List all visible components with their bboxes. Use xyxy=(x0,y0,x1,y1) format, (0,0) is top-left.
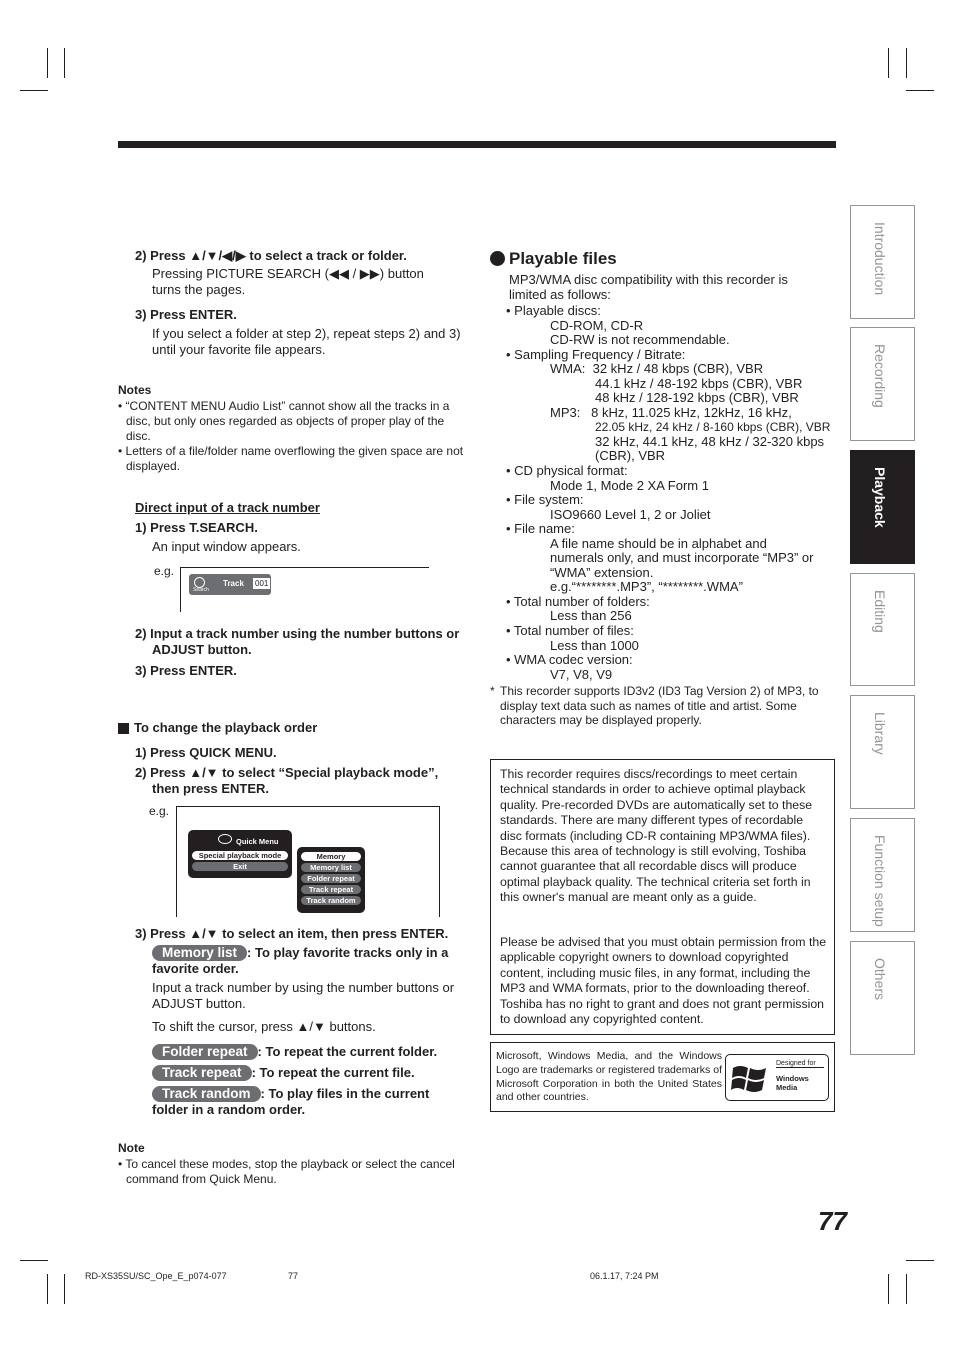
tab-introduction[interactable]: Introduction xyxy=(850,205,915,319)
spec-line: WMA: 32 kHz / 48 kbps (CBR), VBR xyxy=(550,361,764,377)
crop-mark xyxy=(906,1274,907,1304)
step-2: 2) Press ▲/▼/◀/▶ to select a track or folder. xyxy=(135,248,407,263)
notice-box xyxy=(490,759,835,1035)
tab-library[interactable]: Library xyxy=(850,695,915,809)
order-step-1: 1) Press QUICK MENU. xyxy=(135,745,277,760)
track-repeat-desc: : To repeat the current file. xyxy=(251,1065,415,1080)
track-value: 001 xyxy=(255,579,269,588)
spec-line: • Total number of folders: xyxy=(506,593,650,609)
track-repeat-label: Track repeat xyxy=(152,1065,252,1081)
spec-line: ISO9660 Level 1, 2 or Joliet xyxy=(550,506,711,522)
spec-line: • Playable discs: xyxy=(506,303,601,318)
crop-mark xyxy=(20,1260,48,1261)
windows-flag-icon xyxy=(731,1062,771,1095)
search-caption: Search xyxy=(193,587,209,593)
tab-function-setup[interactable]: Function setup xyxy=(850,818,915,932)
logo-windows: Windows xyxy=(776,1074,809,1083)
spec-line: 48 kHz / 128-192 kbps (CBR), VBR xyxy=(595,390,799,406)
direct-input-title: Direct input of a track number xyxy=(135,500,320,515)
crop-mark xyxy=(906,48,907,78)
crop-mark xyxy=(906,1260,934,1261)
spec-line: 22.05 kHz, 24 kHz / 8-160 kbps (CBR), VBR xyxy=(595,420,831,435)
spec-line: “WMA” extension. xyxy=(550,564,654,580)
submenu-item[interactable]: Track random xyxy=(301,896,361,905)
submenu-item[interactable]: Folder repeat xyxy=(301,874,361,883)
footer-file: RD-XS35SU/SC_Ope_E_p074-077 xyxy=(85,1271,227,1281)
spec-line: • File system: xyxy=(506,492,584,508)
crop-mark xyxy=(20,90,48,91)
spec-line: numerals only, and must incorporate “MP3” or xyxy=(550,550,814,566)
submenu-item[interactable]: Memory xyxy=(301,852,361,861)
spec-line: Mode 1, Mode 2 XA Form 1 xyxy=(550,477,709,493)
quick-menu-icon xyxy=(218,834,232,844)
memory-list-label: Memory list xyxy=(152,945,247,961)
spec-line: • WMA codec version: xyxy=(506,652,633,668)
footer-page: 77 xyxy=(288,1271,299,1281)
memory-list-detail: Input a track number by using the number buttons or ADJUST button. xyxy=(152,980,455,1011)
submenu-item[interactable]: Memory list xyxy=(301,863,361,872)
spec-line: CD-RW is not recommendable. xyxy=(550,332,730,348)
order-title: To change the playback order xyxy=(134,720,318,735)
memory-list-desc: : To play favorite tracks only in a favorite order. xyxy=(152,945,449,976)
folder-repeat-entry xyxy=(152,1044,467,1060)
spec-line: • Total number of files: xyxy=(506,623,634,639)
track-input-example xyxy=(180,567,429,612)
track-random-desc: : To play files in the current folder in a random order. xyxy=(152,1086,430,1117)
track-input-window xyxy=(189,574,271,595)
step-3-detail: If you select a folder at step 2), repeat steps 2) and 3) until your favorite file appears. xyxy=(152,326,461,357)
crop-mark xyxy=(906,90,934,91)
notes-list xyxy=(118,399,468,474)
notice-para-1: This recorder requires discs/recordings to meet certain technical standards in order to achieve optimal playback quality. Pre-recorded DVDs are automatically set to these standards. There are many different types of recordable disc formats (including CD-R containing MP3/WMA files). Because this area of technology is still evolving, Toshiba cannot guarantee that all recordable discs will produce optimal playback quality. The technical criteria set forth in this owner's manual are meant only as a guide. xyxy=(500,767,813,905)
order-step-2: 2) Press ▲/▼ to select “Special playback mode”, then press ENTER. xyxy=(135,765,439,796)
menu-item-special-playback[interactable]: Special playback mode xyxy=(192,851,288,860)
crop-mark xyxy=(64,48,65,78)
playable-intro: MP3/WMA disc compatibility with this recorder is limited as follows: xyxy=(509,272,788,302)
spec-line: MP3: 8 kHz, 11.025 kHz, 12kHz, 16 kHz, xyxy=(550,404,792,420)
folder-repeat-label: Folder repeat xyxy=(152,1044,258,1060)
eg-label: e.g. xyxy=(149,804,170,818)
menu-item-exit[interactable]: Exit xyxy=(192,862,288,871)
spec-list xyxy=(506,304,846,682)
page-number: 77 xyxy=(818,1206,847,1236)
folder-repeat-desc: : To repeat the current folder. xyxy=(257,1044,438,1059)
direct-step-2: 2) Input a track number using the number buttons or ADJUST button. xyxy=(135,626,460,657)
direct-step-1-detail: An input window appears. xyxy=(152,539,301,554)
step-3: 3) Press ENTER. xyxy=(135,307,237,322)
track-label: Track xyxy=(223,579,244,588)
spec-line: 44.1 kHz / 48-192 kbps (CBR), VBR xyxy=(595,375,803,391)
track-repeat-entry xyxy=(152,1065,467,1081)
submenu-item[interactable]: Track repeat xyxy=(301,885,361,894)
logo-designed-for: Designed for xyxy=(776,1060,824,1068)
tab-editing[interactable]: Editing xyxy=(850,573,915,686)
quick-menu-title: Quick Menu xyxy=(236,837,279,846)
playable-files-heading: Playable files xyxy=(509,249,617,268)
trademark-text: Microsoft, Windows Media, and the Windows Logo are trademarks or registered trademarks of Microsoft Corporation in both the United States and other countries. xyxy=(496,1050,722,1104)
spec-line: • Sampling Frequency / Bitrate: xyxy=(506,346,686,362)
notice-para-2: Please be advised that you must obtain permission from the applicable copyright owners to download copyrighted content, including music files, in any format, including the MP3 and WMA formats, prior to the downloading thereof. Toshiba has no right to grant and does not grant permission to download any copyrighted content. xyxy=(500,935,827,1027)
spec-line: A file name should be in alphabet and xyxy=(550,535,767,551)
direct-step-3: 3) Press ENTER. xyxy=(135,663,237,678)
step-2-detail: Pressing PICTURE SEARCH (◀◀ / ▶▶) button turns the pages. xyxy=(152,266,424,297)
footnote-mark: * xyxy=(490,684,495,698)
spec-line: Less than 1000 xyxy=(550,637,639,653)
spec-line: Less than 256 xyxy=(550,608,632,624)
crop-mark xyxy=(47,1274,48,1304)
quick-menu-example xyxy=(176,806,440,917)
tab-recording[interactable]: Recording xyxy=(850,327,915,441)
logo-media: Media xyxy=(776,1083,798,1092)
footer-date: 06.1.17, 7:24 PM xyxy=(590,1271,659,1281)
bullet-icon xyxy=(490,251,505,266)
crop-mark xyxy=(64,1274,65,1304)
direct-step-1: 1) Press T.SEARCH. xyxy=(135,520,258,535)
crop-mark xyxy=(47,48,48,78)
spec-line: • File name: xyxy=(506,521,575,537)
square-bullet-icon xyxy=(118,723,129,734)
note-item: • Letters of a file/folder name overflowing the given space are not displayed. xyxy=(118,444,464,473)
note-item: • “CONTENT MENU Audio List” cannot show all the tracks in a disc, but only ones regarded as objects of proper play of the disc. xyxy=(118,399,450,443)
spec-line: e.g.“********.MP3”, “********.WMA” xyxy=(550,579,743,595)
tab-playback[interactable]: Playback xyxy=(850,450,915,564)
tab-others[interactable]: Others xyxy=(850,941,915,1055)
crop-mark xyxy=(888,48,889,78)
quick-menu-panel xyxy=(188,830,292,878)
memory-list-entry xyxy=(152,945,467,977)
eg-label: e.g. xyxy=(154,564,175,578)
notes-title: Notes xyxy=(118,383,152,397)
note-text: • To cancel these modes, stop the playback or select the cancel command from Quick Menu. xyxy=(118,1157,455,1186)
shift-cursor-text: To shift the cursor, press ▲/▼ buttons. xyxy=(152,1019,376,1034)
header-rule xyxy=(118,141,836,148)
spec-line: 32 kHz, 44.1 kHz, 48 kHz / 32-320 kbps xyxy=(595,433,825,449)
spec-line: • CD physical format: xyxy=(506,463,628,479)
spec-line: (CBR), VBR xyxy=(595,448,666,464)
trademark-box xyxy=(490,1042,835,1112)
spec-line: CD-ROM, CD-R xyxy=(550,317,644,333)
windows-media-logo xyxy=(725,1054,829,1101)
crop-mark xyxy=(888,1274,889,1304)
order-step-3: 3) Press ▲/▼ to select an item, then press ENTER. xyxy=(135,926,449,941)
track-random-entry xyxy=(152,1086,467,1118)
note-title: Note xyxy=(118,1141,145,1155)
track-random-label: Track random xyxy=(152,1086,261,1102)
spec-line: V7, V8, V9 xyxy=(550,666,613,682)
footnote-text: This recorder supports ID3v2 (ID3 Tag Version 2) of MP3, to display text data such as names of title and artist. Some characters may be displayed properly. xyxy=(500,684,819,727)
submenu-panel xyxy=(297,847,365,913)
